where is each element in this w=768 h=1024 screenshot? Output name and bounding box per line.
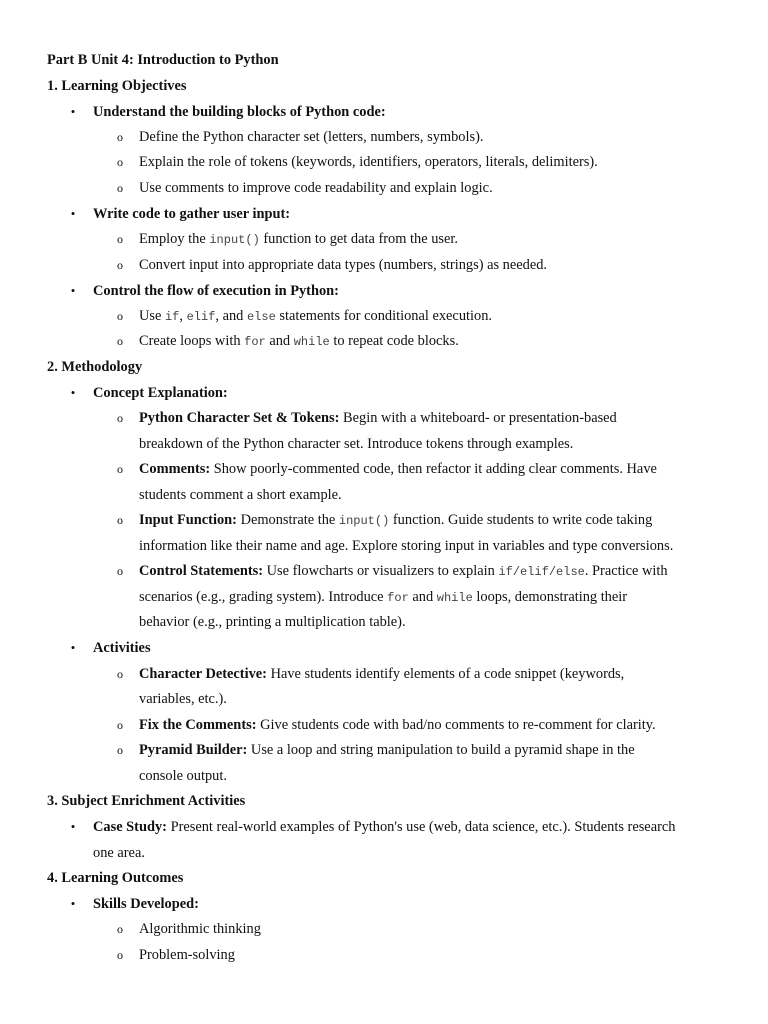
code-snippet: if/elif/else [498, 565, 585, 579]
page-title: Part B Unit 4: Introduction to Python [47, 52, 279, 68]
code-snippet: elif [186, 310, 216, 324]
list-item: Use comments to improve code readability and explain logic. [139, 180, 493, 196]
section-heading-outcomes: 4. Learning Outcomes [47, 870, 184, 886]
list-item: Control Statements: Use flowcharts or visualizers to explain if/elif/else. Practice with [139, 563, 668, 579]
list-item: Create loops with for and while to repeat code blocks. [139, 333, 459, 349]
list-item: Convert input into appropriate data types (numbers, strings) as needed. [139, 257, 548, 273]
sub-bullet-marker: o [117, 513, 123, 527]
sub-bullet-marker: o [117, 462, 123, 476]
list-item: Comments: Show poorly-commented code, then refactor it adding clear comments. Have [139, 461, 657, 477]
list-item: Explain the role of tokens (keywords, identifiers, operators, literals, delimiters). [139, 154, 598, 170]
list-item: Case Study: Present real-world examples of Python's use (web, data science, etc.). Students research [93, 819, 676, 835]
bullet-marker: • [70, 104, 76, 119]
sub-bullet-marker: o [117, 181, 123, 195]
list-item: Input Function: Demonstrate the input() function. Guide students to write code taking [139, 512, 653, 528]
bullet-marker: • [70, 640, 76, 655]
section-heading-enrichment: 3. Subject Enrichment Activities [47, 793, 246, 809]
concept-explanation-label: Concept Explanation: [93, 385, 228, 401]
list-item: Python Character Set & Tokens: Begin with a whiteboard- or presentation-based [139, 410, 617, 426]
sub-bullet-marker: o [117, 258, 123, 272]
objective-building-blocks: Understand the building blocks of Python code: [93, 104, 386, 120]
sub-bullet-marker: o [117, 743, 123, 757]
bullet-marker: • [70, 896, 76, 911]
sub-bullet-marker: o [117, 155, 123, 169]
code-snippet: for [244, 335, 266, 349]
activities-label: Activities [93, 640, 151, 656]
list-item: Character Detective: Have students identify elements of a code snippet (keywords, [139, 666, 625, 682]
code-snippet: for [387, 591, 409, 605]
list-item-continuation: students comment a short example. [139, 487, 342, 503]
list-item: Fix the Comments: Give students code with bad/no comments to re-comment for clarity. [139, 717, 656, 733]
list-item-continuation: variables, etc.). [139, 691, 227, 707]
sub-bullet-marker: o [117, 922, 123, 936]
list-item-continuation: scenarios (e.g., grading system). Introduce for and while loops, demonstrating their [139, 589, 628, 605]
code-snippet: while [436, 591, 473, 605]
list-item-continuation: behavior (e.g., printing a multiplication table). [139, 614, 406, 630]
sub-bullet-marker: o [117, 667, 123, 681]
code-snippet: input() [338, 514, 390, 528]
list-item-continuation: information like their name and age. Explore storing input in variables and type conversions. [139, 538, 674, 554]
sub-bullet-marker: o [117, 564, 123, 578]
list-item-continuation: breakdown of the Python character set. Introduce tokens through examples. [139, 436, 574, 452]
code-snippet: else [246, 310, 276, 324]
skills-developed-label: Skills Developed: [93, 896, 199, 912]
list-item: Problem-solving [139, 947, 235, 963]
code-snippet: while [293, 335, 330, 349]
sub-bullet-marker: o [117, 130, 123, 144]
section-heading-methodology: 2. Methodology [47, 359, 143, 375]
list-item: Employ the input() function to get data from the user. [139, 231, 458, 247]
sub-bullet-marker: o [117, 309, 123, 323]
bullet-marker: • [70, 206, 76, 221]
list-item: Use if, elif, and else statements for conditional execution. [139, 308, 492, 324]
sub-bullet-marker: o [117, 718, 123, 732]
sub-bullet-marker: o [117, 411, 123, 425]
list-item: Pyramid Builder: Use a loop and string manipulation to build a pyramid shape in the [139, 742, 635, 758]
bullet-marker: • [70, 283, 76, 298]
list-item-continuation: one area. [93, 845, 145, 861]
list-item: Algorithmic thinking [139, 921, 261, 937]
list-item-continuation: console output. [139, 768, 227, 784]
section-heading-learning-objectives: 1. Learning Objectives [47, 78, 187, 94]
list-item: Define the Python character set (letters, numbers, symbols). [139, 129, 484, 145]
sub-bullet-marker: o [117, 948, 123, 962]
code-snippet: input() [209, 233, 260, 247]
bullet-marker: • [70, 385, 76, 400]
sub-bullet-marker: o [117, 232, 123, 246]
bullet-marker: • [70, 819, 76, 834]
code-snippet: if [164, 310, 180, 324]
objective-user-input: Write code to gather user input: [93, 206, 291, 222]
objective-control-flow: Control the flow of execution in Python: [93, 283, 339, 299]
sub-bullet-marker: o [117, 334, 123, 348]
